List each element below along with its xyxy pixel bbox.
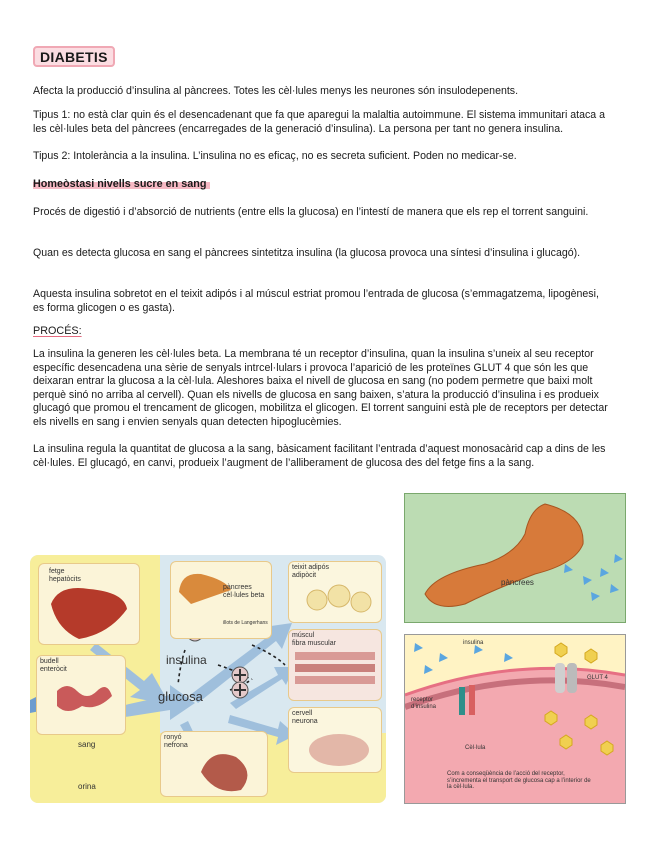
cell-label: Cèl·lula [465,745,486,751]
gut-label: budell [40,658,59,665]
liver-panel [38,563,140,645]
pancreas-large-icon [405,494,625,622]
glut4-label: GLUT 4 [587,675,608,681]
plus-icon [232,667,248,683]
receptor-label: receptor d’insulina [411,697,437,710]
blood-label: sang [78,740,96,749]
pancreas-illustration [404,493,626,623]
kidney-panel [160,731,268,797]
liver-label: fetge [49,568,65,575]
cell-illustration [404,634,626,804]
adipose-sublabel: adipòcit [292,572,317,579]
intro-paragraph: Afecta la producció d’insulina al pàncrees. Totes les cèl·lules menys les neurones són insulodepenents. [33,85,519,97]
pancreas-panel [170,561,272,639]
liver-sublabel: hepatòcits [49,576,81,583]
kidney-sublabel: nefrona [164,742,188,749]
tipus1-paragraph: Tipus 1: no està clar quin és el desencadenant que fa que aparegui la malaltia autoimmune. El sistema immunitari ataca a les cèl·lules beta del pàncrees (encarregades de la generació d’insulina). La persona per tant no genera insulina. [33,109,605,135]
insulin-effect-paragraph: Aquesta insulina sobretot en el teixit adipós i al múscul estriat promou l’entrada de glucosa (s’emmagatzema, lipogènesi, es forma glicogen o es gasta). [33,288,599,314]
glucose-label: glucosa [158,689,203,704]
muscle-panel [288,629,382,701]
digestion-paragraph: Procés de digestió i d’absorció de nutrients (entre ells la glucosa) en l’intestí de manera que els rep el torrent sanguini. [33,206,589,218]
pancreas-right-label: pàncrees [501,578,534,587]
urine-label: orina [78,782,96,791]
section-heading: Homeòstasi nivells sucre en sang [33,178,210,190]
pancreas-paragraph: Quan es detecta glucosa en sang el pàncrees sintetitza insulina (la glucosa provoca una síntesi d’insulina i glucagó). [33,247,581,259]
pancreas-label: pàncrees [223,584,252,591]
proces-label: PROCÉS: [33,325,82,337]
regulation-paragraph: La insulina regula la quantitat de glucosa a la sang, bàsicament facilitant l’entrada d’aquest monosacàrid cap a dins de les cèl·lules. El glucagó, en canvi, produeix l’augment de l’alliberament de glucosa des del fetge fins a la sang. [33,443,606,469]
tipus2-paragraph: Tipus 2: Intolerància a la insulina. L’insulina no es eficaç, no es secreta suficient. Poden no medicar-se. [33,150,517,162]
adipose-icon [289,562,381,622]
gut-sublabel: enteròcit [40,666,67,673]
insulin-label: insulina [166,653,207,667]
islets-label: illots de Langerhans [223,620,268,626]
kidney-icon [161,732,267,796]
intestine-icon [37,656,125,734]
proces-paragraph: La insulina la generen les cèl·lules beta. La membrana té un receptor d’insulina, quan la insulina s’uneix al seu receptor específic desencadena una sèrie de senyals intrcel·lulars i provoca l’aparició de les proteïnes GLUT 4 que són les que deixaran entrar la glucosa a la cèl·lula. Aleshores baixa el nivell de glucosa en sang (no podem permetre que baixi molt perquè sinó no arriba al cervell). Quan els nivells de glucosa en sang baixen, s’atura la producció d’insulina i es produeix glucagó que promou el trencament de glicogen, mobilitza el glicogen. El torrent sanguini està ple de receptors per detectar els nivells en sang i envien senyals quan detecten hipoglucèmies. [33,348,608,428]
kidney-label: ronyó [164,734,182,741]
cell-caption: Com a conseqüència de l’acció del receptor, s’incrementa el transport de glucosa cap a l’interior de la cèl·lula. [447,771,591,791]
muscle-icon [289,630,381,700]
brain-icon [289,708,381,772]
pancreas-sublabel: cèl·lules beta [223,592,265,599]
liver-icon [39,564,139,644]
adipose-panel [288,561,382,623]
plus-icon [232,682,248,698]
adipose-label: teixit adipós [292,564,329,571]
page-title: DIABETIS [33,46,115,67]
gut-panel [36,655,126,735]
glucose-regulation-diagram [30,555,386,803]
brain-sublabel: neurona [292,718,318,725]
brain-label: cervell [292,710,313,717]
brain-panel [288,707,382,773]
muscle-sublabel: fibra muscular [292,640,336,647]
insulin-right-label: insulina [463,640,484,646]
muscle-label: múscul [292,632,315,639]
